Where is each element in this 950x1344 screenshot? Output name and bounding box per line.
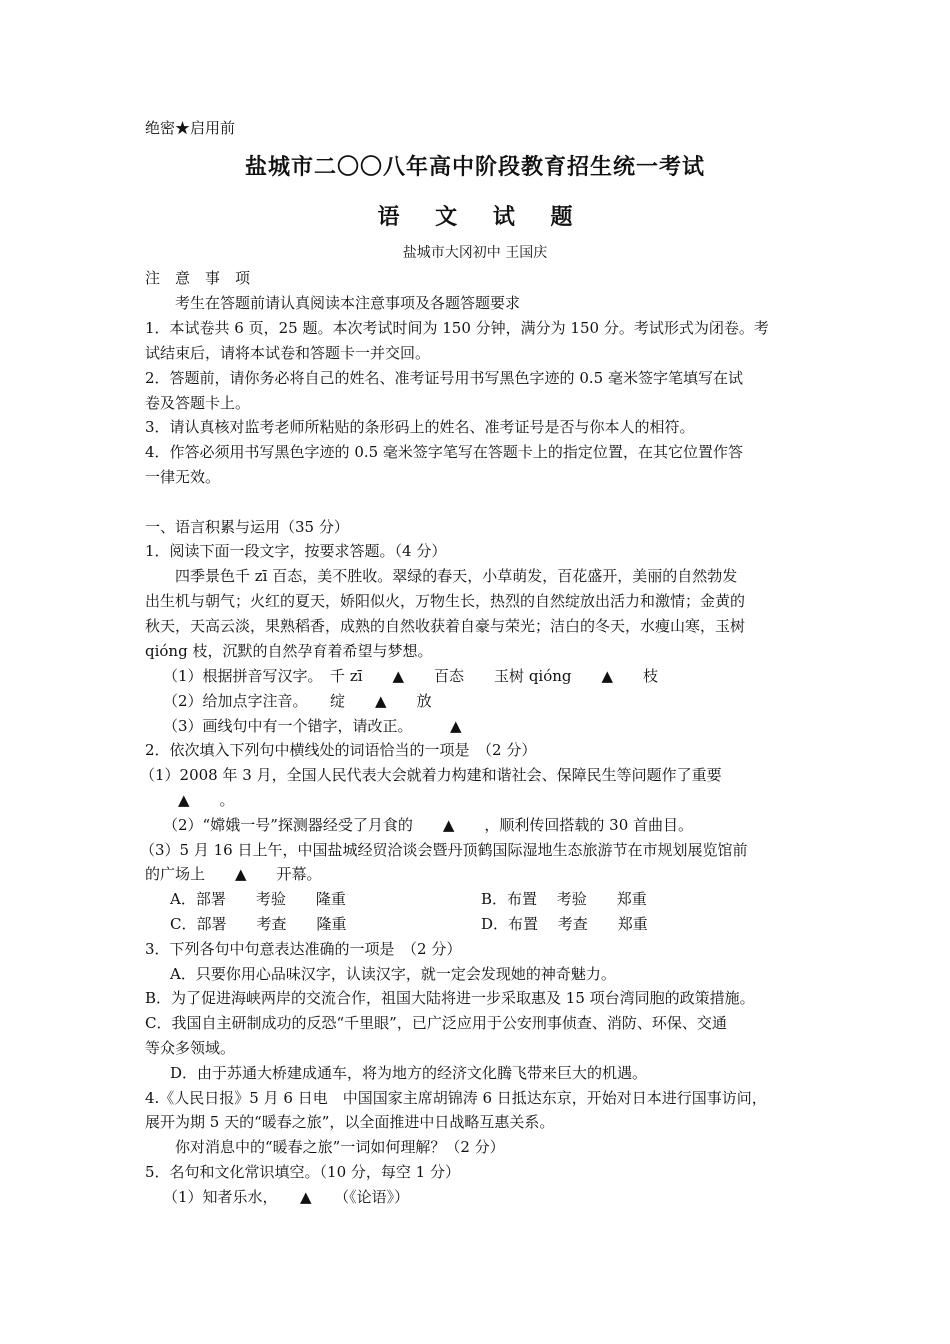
q2-option-b: B．布置 考验 郑重: [481, 890, 647, 908]
q3-option-d: D．由于苏通大桥建成通车，将为地方的经济文化腾飞带来巨大的机遇。: [170, 1064, 648, 1082]
note-line: 2．答题前，请你务必将自己的姓名、准考证号用书写黑色字迹的 0.5 毫米签字笔填写在试: [145, 369, 743, 387]
q1-passage-line: qióng 枝，沉默的自然孕育着希望与梦想。: [145, 642, 433, 660]
q3-option-c: C．我国自主研制成功的反恐“千里眼”，已广泛应用于公安刑事侦查、消防、环保、交通: [145, 1014, 727, 1032]
q1-sub2: （2）给加点字注音。 绽 ▲ 放: [163, 692, 432, 710]
exam-subtitle: 语 文 试 题: [377, 205, 587, 230]
q1-stem: 1．阅读下面一段文字，按要求答题。（4 分）: [145, 542, 447, 560]
notes-heading: 注 意 事 项: [145, 269, 251, 287]
q2-sentence2: （2）“嫦娥一号”探测器经受了月食的 ▲ ，顺利传回搭载的 30 首曲目。: [163, 816, 694, 834]
q3-option-c-cont: 等众多领域。: [145, 1039, 236, 1057]
q1-sub3: （3）画线句中有一个错字，请改正。 ▲: [163, 717, 462, 735]
confidential-mark: 绝密★启用前: [145, 119, 236, 137]
note-line: 一律无效。: [145, 468, 221, 486]
q2-stem: 2．依次填入下列句中横线处的词语恰当的一项是 （2 分）: [145, 741, 537, 759]
q2-sentence1-blank: ▲ 。: [178, 791, 235, 809]
q5-stem: 5．名句和文化常识填空。（10 分，每空 1 分）: [145, 1163, 460, 1181]
note-line: 3．请认真核对监考老师所粘贴的条形码上的姓名、准考证号是否与你本人的相符。: [145, 418, 695, 436]
note-line: 卷及答题卡上。: [145, 394, 251, 412]
q2-sentence1: （1）2008 年 3 月，全国人民代表大会就着力构建和谐社会、保障民生等问题作了重要: [140, 766, 722, 784]
q2-option-a: A．部署 考验 隆重: [170, 890, 346, 908]
q1-passage-line: 出生机与朝气；火红的夏天，娇阳似火，万物生长，热烈的自然绽放出活力和激情；金黄的: [145, 592, 746, 610]
q2-sentence3: （3）5 月 16 日上午，中国盐城经贸洽谈会暨丹顶鹤国际湿地生态旅游节在市规划展览馆前: [140, 841, 748, 859]
note-line: 1．本试卷共 6 页，25 题。本次考试时间为 150 分钟，满分为 150 分。考试形式为闭卷。考: [145, 319, 769, 337]
notes-intro: 考生在答题前请认真阅读本注意事项及各题答题要求: [175, 294, 521, 312]
q4-question: 你对消息中的“暖春之旅”一词如何理解？（2 分）: [175, 1138, 505, 1156]
q2-option-d: D．布置 考查 郑重: [481, 915, 648, 933]
q2-sentence3-cont: 的广场上 ▲ 开幕。: [145, 865, 322, 883]
exam-title: 盐城市二〇〇八年高中阶段教育招生统一考试: [244, 155, 705, 180]
q1-passage-line: 四季景色千 zī 百态，美不胜收。翠绿的春天，小草萌发，百花盛开，美丽的自然勃发: [175, 567, 738, 585]
q3-stem: 3．下列各句中句意表达准确的一项是 （2 分）: [145, 940, 462, 958]
note-line: 4．作答必须用书写黑色字迹的 0.5 毫米签字笔写在答题卡上的指定位置，在其它位置作答: [145, 443, 743, 461]
q3-option-b: B．为了促进海峡两岸的交流合作，祖国大陆将进一步采取惠及 15 项台湾同胞的政策措施。: [145, 989, 755, 1007]
q3-option-a: A．只要你用心品味汉字，认读汉字，就一定会发现她的神奇魅力。: [170, 965, 616, 983]
q1-sub1: （1）根据拼音写汉字。 千 zī ▲ 百态 玉树 qióng ▲ 枝: [163, 667, 659, 685]
author-line: 盐城市大冈初中 王国庆: [402, 245, 548, 261]
q5-sub1: （1）知者乐水， ▲ （《论语》）: [163, 1188, 410, 1206]
note-line: 试结束后，请将本试卷和答题卡一并交回。: [145, 344, 431, 362]
q4-line: 4.《人民日报》5 月 6 日电 中国国家主席胡锦涛 6 日抵达东京，开始对日本进行国事访问，: [145, 1089, 767, 1107]
q2-option-c: C．部署 考查 隆重: [170, 915, 347, 933]
q4-line: 展开为期 5 天的“暖春之旅”，以全面推进中日战略互惠关系。: [145, 1113, 555, 1131]
section-heading: 一、语言积累与运用（35 分）: [145, 518, 349, 536]
q1-passage-line: 秋天，天高云淡，果熟稻香，成熟的自然收获着自豪与荣光；洁白的冬天，水瘦山寒，玉树: [145, 617, 746, 635]
